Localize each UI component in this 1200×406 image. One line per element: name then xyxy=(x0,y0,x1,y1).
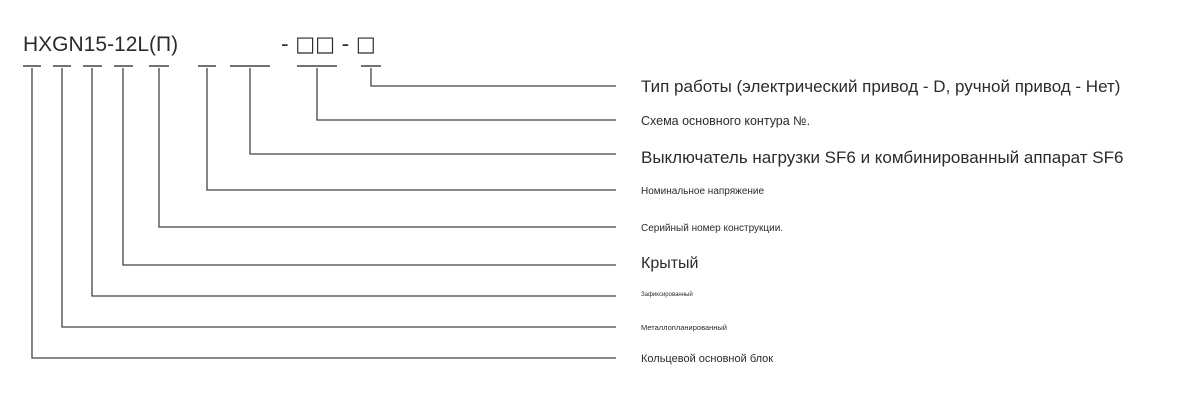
leader-operation-type xyxy=(371,68,616,86)
label-metal-clad: Металлопланированный xyxy=(641,323,728,332)
label-design-serial: Серийный номер конструкции. xyxy=(641,223,784,234)
leader-fixed xyxy=(92,68,616,296)
label-fixed: Зафиксированный xyxy=(641,292,693,298)
leader-ring-main-unit xyxy=(32,68,616,358)
leader-main-circuit-scheme xyxy=(317,68,616,120)
description-labels xyxy=(641,77,1123,365)
label-main-circuit-scheme: Схема основного контура №. xyxy=(641,114,811,128)
label-load-switch: Выключатель нагрузки SF6 и комбинированный аппарат SF6 xyxy=(641,148,1124,167)
leader-metal-clad xyxy=(62,68,616,327)
label-rated-voltage: Номинальное напряжение xyxy=(641,186,765,197)
label-indoor: Крытый xyxy=(641,255,699,272)
label-ring-main-unit: Кольцевой основной блок xyxy=(641,353,774,365)
model-code-suffix: - □□ - □ xyxy=(281,32,376,56)
model-code-base: HXGN15-12L(П) xyxy=(23,33,179,56)
leader-lines xyxy=(32,68,616,358)
leader-indoor xyxy=(123,68,616,265)
leader-load-switch xyxy=(250,68,616,154)
label-operation-type: Тип работы (электрический привод - D, ручной привод - Нет) xyxy=(641,77,1121,96)
leader-design-serial xyxy=(159,68,616,227)
